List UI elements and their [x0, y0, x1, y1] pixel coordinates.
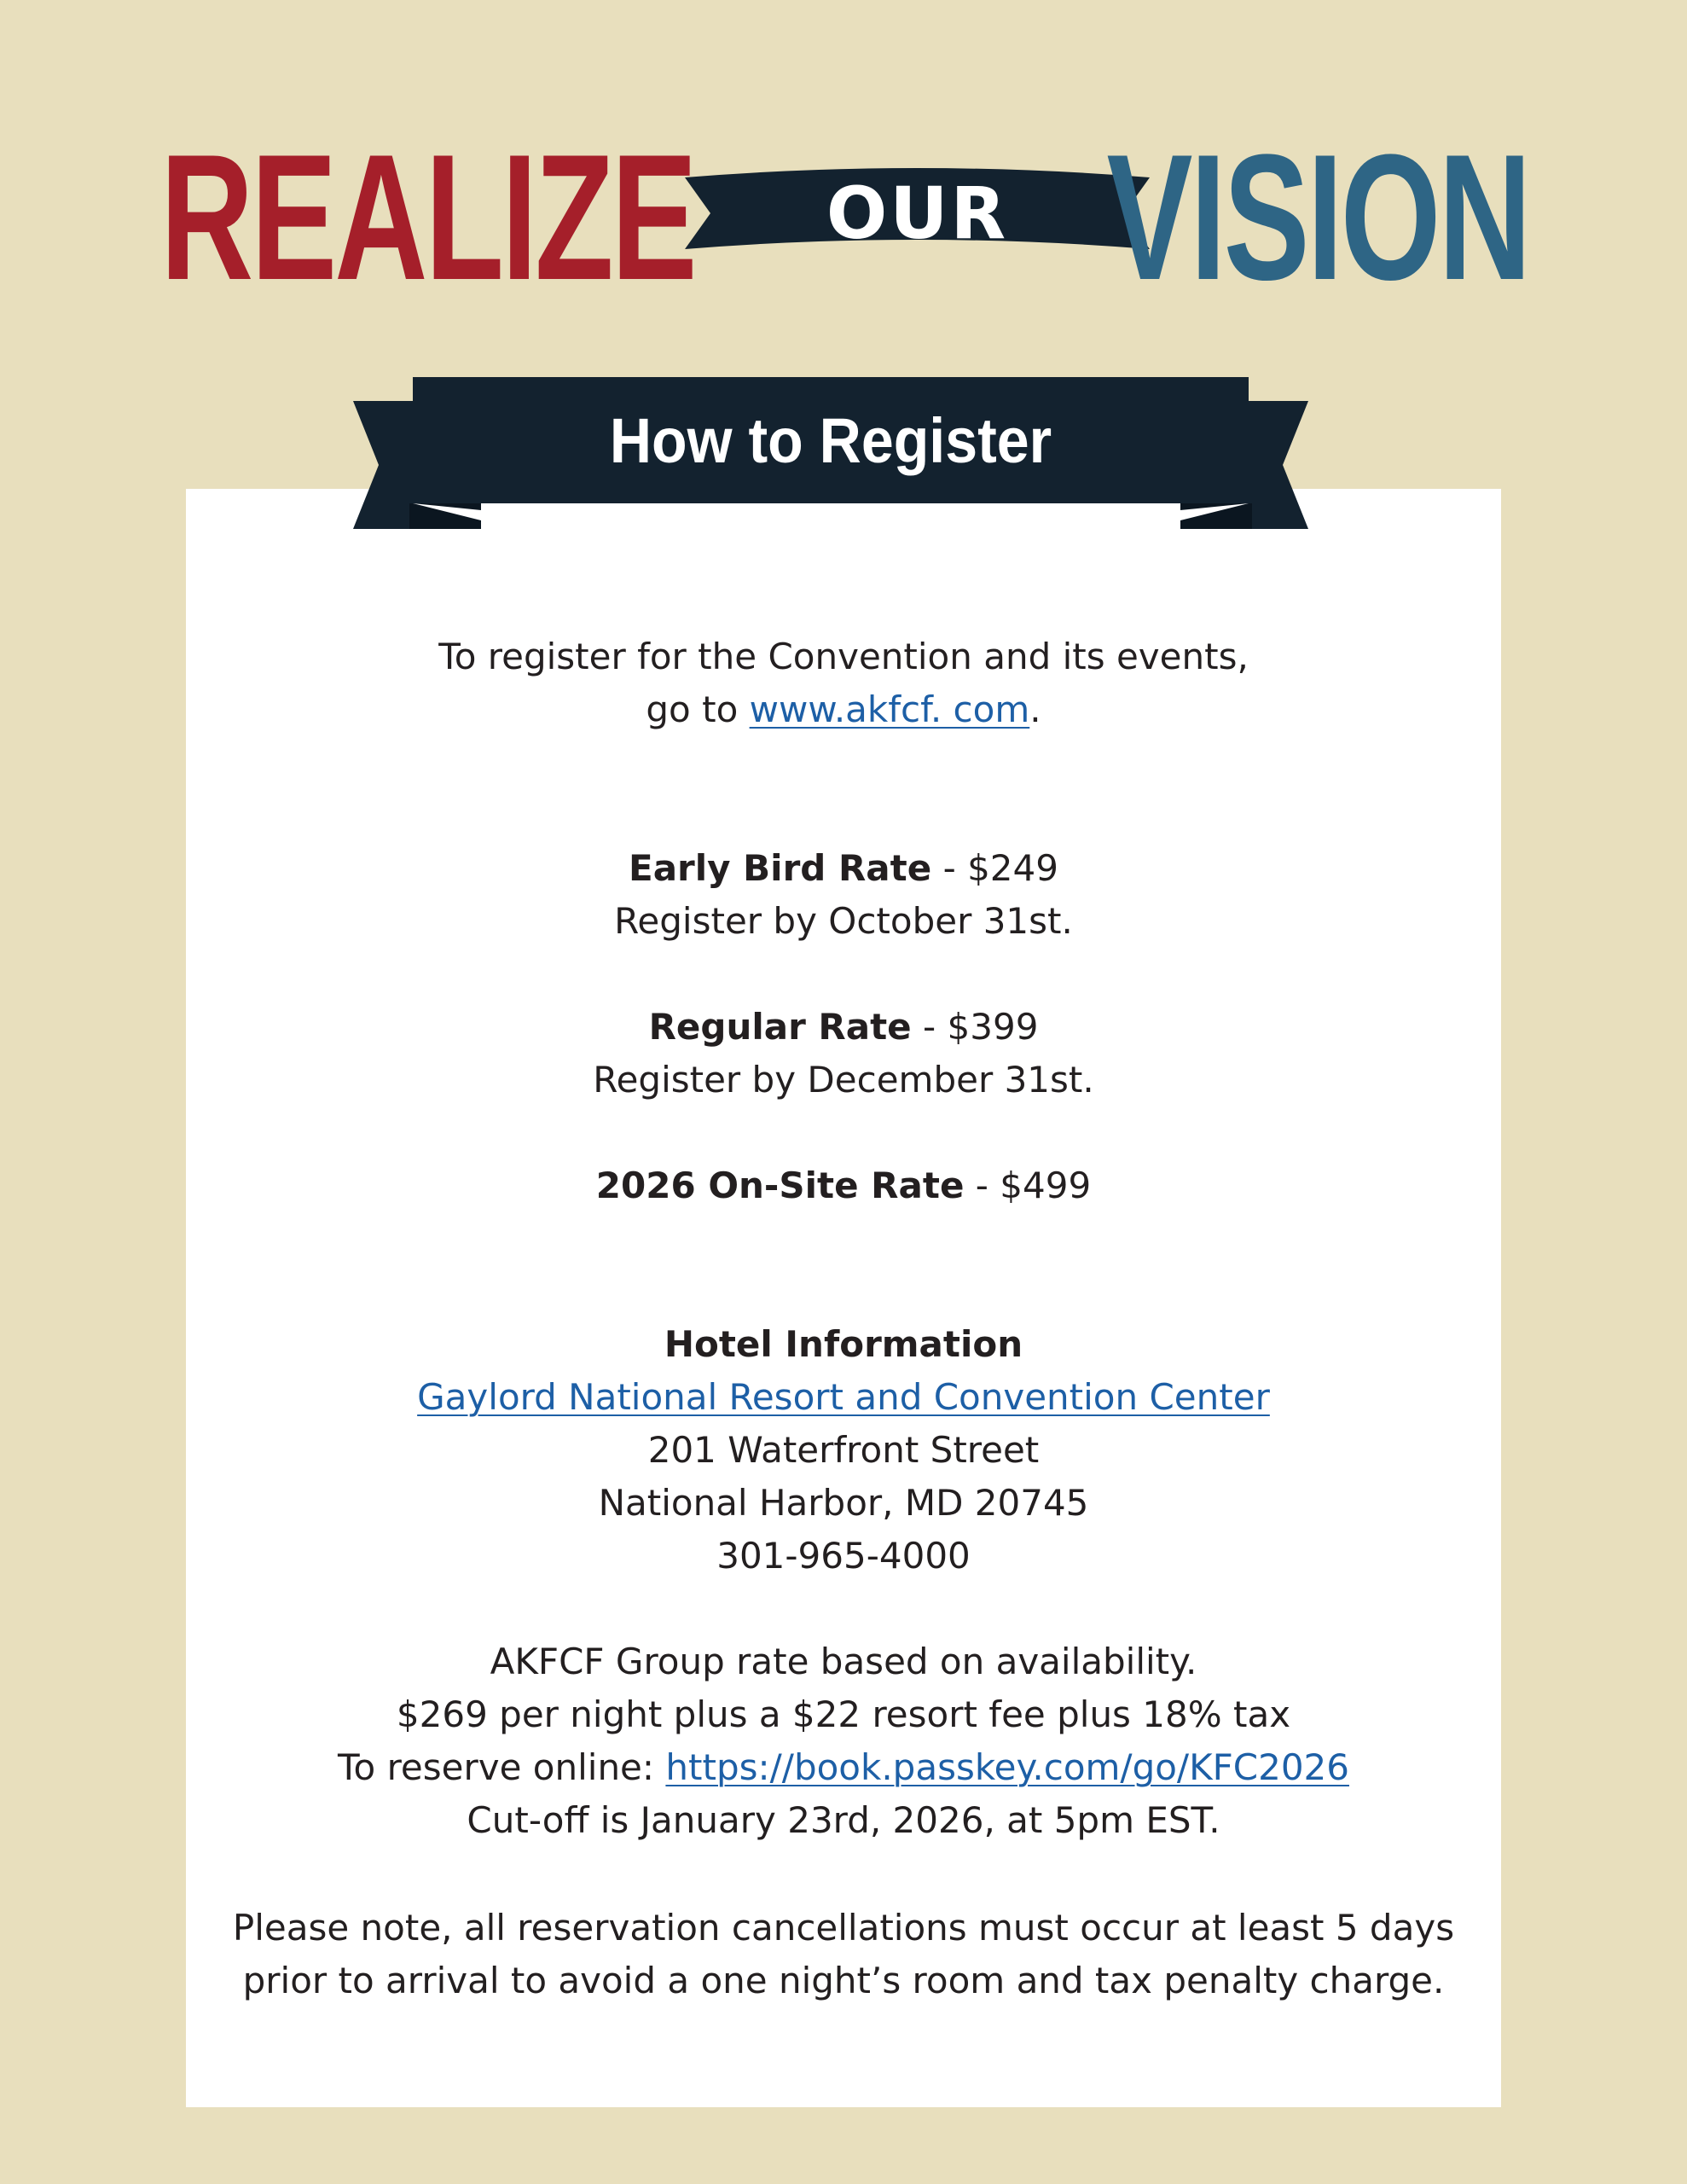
website-link[interactable]: www.akfcf. com	[749, 688, 1030, 730]
hotel-name-line	[186, 1372, 1501, 1423]
early-bird-deadline: Register by October 31st.	[614, 900, 1073, 942]
note-line-2: prior to arrival to avoid a one night’s room and tax penalty charge.	[242, 1960, 1445, 2001]
hotel-name-link[interactable]: Gaylord National Resort and Convention Center	[417, 1376, 1270, 1418]
group-rate-line-2: $269 per night plus a $22 resort fee plus 18% tax	[396, 1693, 1291, 1735]
reserve-link[interactable]: https://book.passkey.com/go/KFC2026	[665, 1746, 1349, 1788]
rate-price: - $249	[931, 847, 1058, 889]
cutoff-line: Cut-off is January 23rd, 2026, at 5pm EST.	[467, 1799, 1220, 1841]
onsite-rate	[186, 1160, 1501, 1211]
rate-name: Early Bird Rate	[629, 847, 932, 889]
intro-prefix: go to	[646, 688, 750, 730]
logo-word-our: OUR	[826, 171, 1009, 255]
intro-line-2	[186, 684, 1501, 735]
rate-price: - $499	[964, 1165, 1092, 1206]
intro-suffix: .	[1029, 688, 1041, 730]
early-bird-rate	[186, 843, 1501, 894]
logo-word-vision: VISION	[1106, 117, 1529, 317]
realize-our-vision-logo	[160, 117, 1529, 317]
hotel-heading: Hotel Information	[664, 1323, 1023, 1365]
rate-name: Regular Rate	[648, 1006, 912, 1048]
group-rate-line-1: AKFCF Group rate based on availability.	[490, 1641, 1197, 1682]
intro-line-1: To register for the Convention and its events,	[438, 636, 1249, 677]
rate-price: - $399	[911, 1006, 1039, 1048]
reserve-prefix: To reserve online:	[338, 1746, 666, 1788]
hotel-phone: 301-965-4000	[716, 1535, 971, 1577]
logo-word-realize: REALIZE	[160, 117, 695, 317]
regular-rate	[186, 1002, 1501, 1053]
hotel-street: 201 Waterfront Street	[647, 1429, 1040, 1471]
hotel-city: National Harbor, MD 20745	[598, 1482, 1089, 1524]
rate-name: 2026 On-Site Rate	[595, 1165, 965, 1206]
regular-deadline: Register by December 31st.	[593, 1059, 1094, 1101]
section-title: How to Register	[609, 404, 1052, 476]
reserve-line	[186, 1742, 1501, 1793]
note-line-1: Please note, all reservation cancellations must occur at least 5 days	[232, 1907, 1455, 1949]
